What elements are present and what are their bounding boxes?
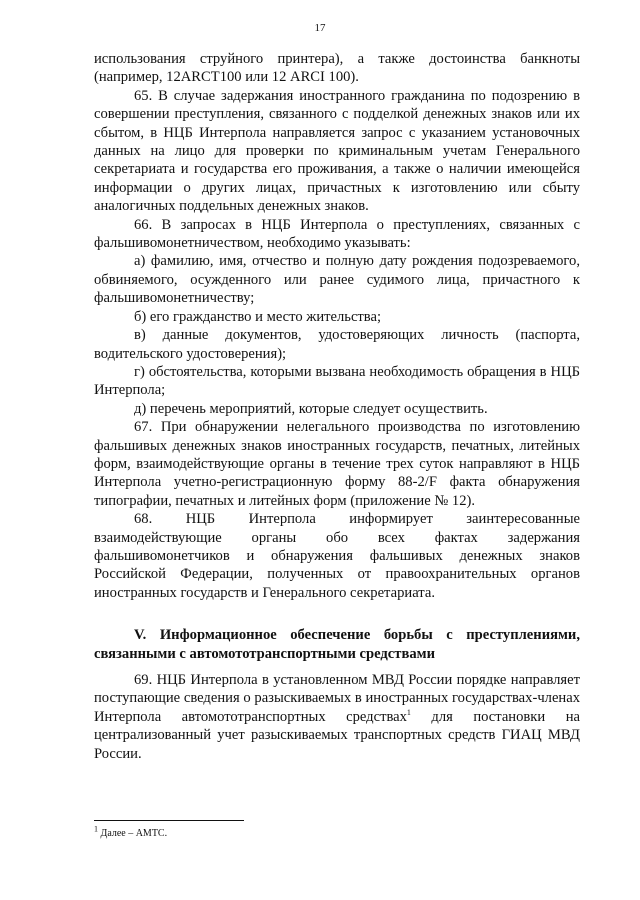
page-number: 17 — [314, 22, 326, 34]
footnote-divider — [94, 820, 244, 821]
paragraph-66: 66. В запросах в НЦБ Интерпола о преступлениях, связанных с фальшивомонетничеством, необходимо указывать: — [94, 216, 580, 252]
footnote-marker: 1 — [94, 824, 98, 834]
section-heading: V. Информационное обеспечение борьбы с преступлениями, связанными с автомототранспортными средствами — [94, 627, 580, 662]
paragraph-69 — [94, 671, 580, 763]
list-item-b: б) его гражданство и место жительства; — [134, 308, 382, 325]
paragraph-65: 65. В случае задержания иностранного гражданина по подозрению в совершении преступления, связанного с подделкой денежных знаков или их сбытом, в НЦБ Интерпола направляется запрос с указанием установочных данных на лицо для проверки по криминальным учетам Генерального секретариата и государства его проживания, а также о наличии имеющейся информации о других лицах, причастных к изготовлению или сбыту аналогичных поддельных денежных знаков. — [94, 87, 580, 215]
footnote — [94, 824, 168, 840]
footnote-text: Далее – АМТС. — [98, 828, 168, 839]
paragraph-68: 68. НЦБ Интерпола информирует заинтересованные взаимодействующие органы обо всех фактах задержания фальшивомонетчиков и обнаружения фальшивых денежных знаков Российской Федерации, полученных от правоохранительных органов иностранных государств и Генерального секретариата. — [94, 511, 580, 601]
list-item-v: в) данные документов, удостоверяющих личность (паспорта, водительского удостоверения); — [94, 327, 580, 362]
list-item-d: д) перечень мероприятий, которые следует осуществить. — [134, 400, 488, 417]
footnote-reference: 1 — [406, 707, 411, 717]
paragraph-69-text-before: 69. НЦБ Интерпола в установленном МВД России порядке направляет поступающие сведения о разыскиваемых в иностранных государствах-членах Интерпола автомототранспортных средствах — [94, 672, 580, 725]
list-item-a: а) фамилию, имя, отчество и полную дату рождения подозреваемого, обвиняемого, осужденного или ранее судимого лица, причастного к фальшивомонетничеству; — [94, 253, 580, 307]
paragraph-67: 67. При обнаружении нелегального производства по изготовлению фальшивых денежных знаков иностранных государств, печатных, литейных форм, взаимодействующие органы в течение трех суток направляют в НЦБ Интерпола учетно-регистрационную форму 88-2/F факта обнаружения типографии, печатных и литейных форм (приложение № 12). — [94, 419, 580, 509]
paragraph-continuation: использования струйного принтера), а также достоинства банкноты (например, 12ARCT100 или 12 ARCI 100). — [94, 51, 580, 86]
document-body — [94, 50, 580, 763]
list-item-g: г) обстоятельства, которыми вызвана необходимость обращения в НЦБ Интерпола; — [94, 363, 580, 399]
paragraph-69-text-after: для постановки на централизованный учет разыскиваемых транспортных средств ГИАЦ МВД России. — [94, 708, 580, 762]
